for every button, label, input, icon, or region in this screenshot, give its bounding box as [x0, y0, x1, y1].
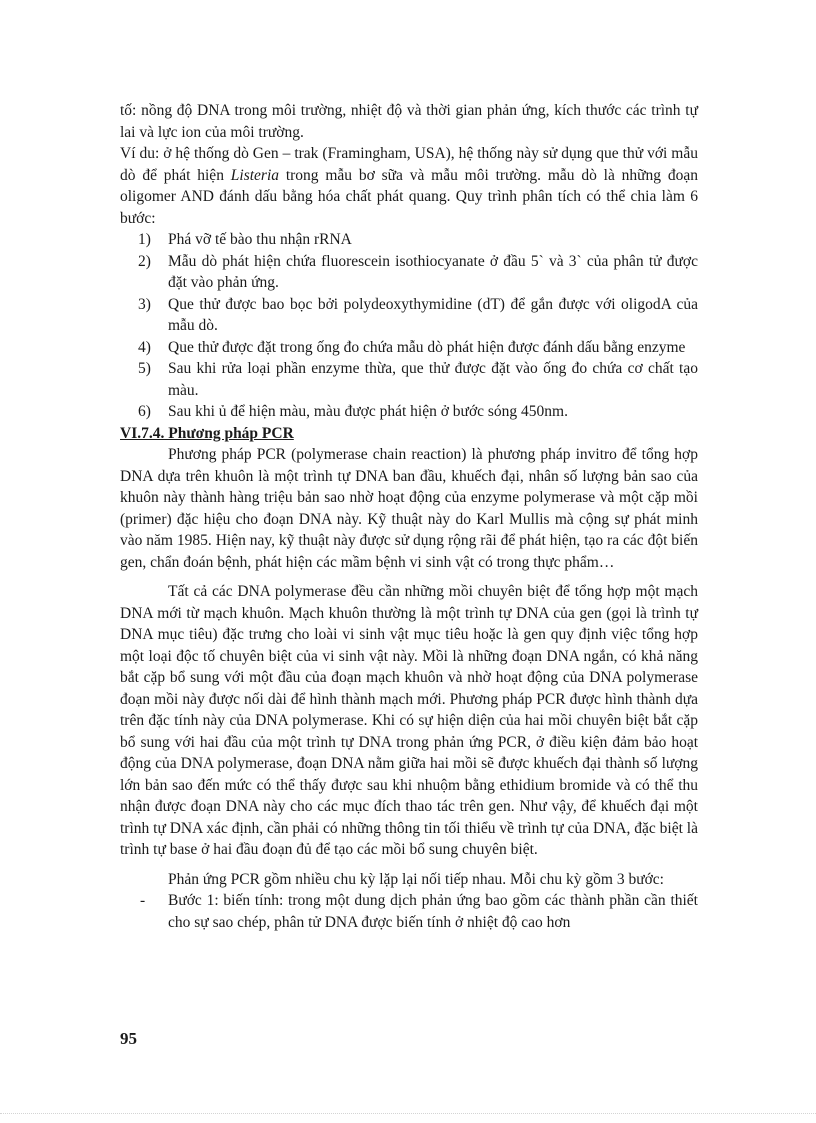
example-text-start: Ví du: ở hệ thống dò Gen – trak (Framingham, USA), hệ thống này sử dụng que thử với mẫu dò để phát hiện: [120, 145, 698, 184]
list-item: [120, 251, 698, 294]
pcr-step-text: Bước 1: biến tính: trong một dung dịch phản ứng bao gồm các thành phần cần thiết cho sự sao chép, phân tử DNA được biến tính ở nhiệt độ cao hơn: [168, 892, 698, 931]
step-number: 1): [138, 231, 151, 248]
step-text: Que thử được bao bọc bởi polydeoxythymidine (dT) để gắn được với oligodA của mẫu dò.: [168, 295, 698, 334]
step-number: 2): [138, 252, 151, 270]
dash-bullet: -: [140, 892, 146, 909]
procedure-steps-list: [120, 229, 698, 423]
pcr-steps-list: [120, 890, 698, 933]
step-text: Mẫu dò phát hiện chứa fluorescein isothiocyanate ở đầu 5` và 3` của phân tử được đặt vào phản ứng.: [168, 252, 698, 291]
list-item: [120, 229, 698, 251]
section-heading: VI.7.4. Phương pháp PCR: [120, 424, 294, 442]
step-number: 4): [138, 338, 151, 356]
example-text-end: trong mẫu bơ sữa và mẫu môi trường. mẫu dò là những đoạn oligomer AND đánh dấu bằng hóa chất phát quang. Quy trình phân tích có thể chia làm 6 bước:: [120, 166, 698, 227]
list-item: [120, 337, 698, 359]
pcr-paragraph-2: Tất cả các DNA polymerase đều cần những mồi chuyên biệt để tổng hợp một mạch DNA mới từ mạch khuôn. Mạch khuôn thường là một trình tự DNA của gen (gọi là trình tự DNA mục tiêu) đặc trưng cho loài vi sinh vật mục tiêu hoặc là gen quy định việc tổng hợp một loại độc tố chuyên biệt của vi sinh vật này. Mồi là những đoạn DNA ngắn, có khả năng bắt cặp bổ sung với một đầu của đoạn mạch khuôn và nhờ hoạt động của DNA polymerase đoạn mồi này được nối dài để hình thành mạch mới. Phương pháp PCR được hình thành dựa trên đặc tính này của DNA polymerase. Khi có sự hiện diện của hai mồi chuyên biệt bắt cặp bổ sung với hai đầu của một trình tự DNA trong phản ứng PCR, ở điều kiện đảm bảo hoạt động của DNA polymerase, đoạn DNA nằm giữa hai mồi sẽ được khuếch đại thành số lượng lớn bản sao đến mức có thể thấy được sau khi nhuộm bằng ethidium bromide và có thể thu nhận được đoạn DNA này cho các mục đích thao tác trên gen. Như vậy, để khuếch đại một trình tự DNA xác định, cần phải có những thông tin tối thiểu về trình tự của DNA, đặc biệt là trình tự base ở hai đầu đoạn đủ để tạo các mồi bổ sung chuyên biệt.: [120, 583, 698, 858]
list-item: [120, 358, 698, 401]
list-item: [120, 401, 698, 423]
step-text: Que thử được đặt trong ống đo chứa mẫu dò phát hiện được đánh dấu bằng enzyme: [168, 338, 686, 356]
intro-paragraph: tố: nồng độ DNA trong môi trường, nhiệt độ và thời gian phản ứng, kích thước các trình tự lai và lực ion của môi trường.: [120, 102, 698, 141]
list-item: [120, 890, 698, 933]
step-text: Sau khi rửa loại phần enzyme thừa, que thử được đặt vào ống đo chứa cơ chất tạo màu.: [168, 360, 698, 399]
page-number: 95: [120, 1029, 137, 1048]
page-bottom-divider: [0, 1113, 816, 1114]
step-text: Phá vỡ tế bào thu nhận rRNA: [168, 231, 352, 248]
step-text: Sau khi ủ để hiện màu, màu được phát hiện ở bước sóng 450nm.: [168, 403, 568, 420]
step-number: 5): [138, 360, 151, 377]
step-number: 6): [138, 403, 151, 420]
example-organism-name: Listeria: [230, 166, 279, 184]
page-body: [120, 100, 698, 933]
list-item: [120, 294, 698, 337]
pcr-paragraph-3: Phản ứng PCR gồm nhiều chu kỳ lặp lại nối tiếp nhau. Mỗi chu kỳ gồm 3 bước:: [168, 870, 664, 888]
example-paragraph: [120, 143, 698, 229]
pcr-paragraph-1: Phương pháp PCR (polymerase chain reaction) là phương pháp invitro để tổng hợp DNA dựa trên khuôn là một trình tự DNA ban đầu, khuếch đại, nhân số lượng bản sao của khuôn này thành hàng triệu bản sao nhờ hoạt động của enzyme polymerase và một cặp mồi (primer) đặc hiệu cho đoạn DNA này. Kỹ thuật này do Karl Mullis mà cộng sự phát minh vào năm 1985. Hiện nay, kỹ thuật này được sử dụng rộng rãi để phát hiện, tạo ra các đột biến gen, chẩn đoán bệnh, phát hiện các mầm bệnh vi sinh vật có trong thực phẩm…: [120, 446, 698, 571]
step-number: 3): [138, 295, 151, 313]
